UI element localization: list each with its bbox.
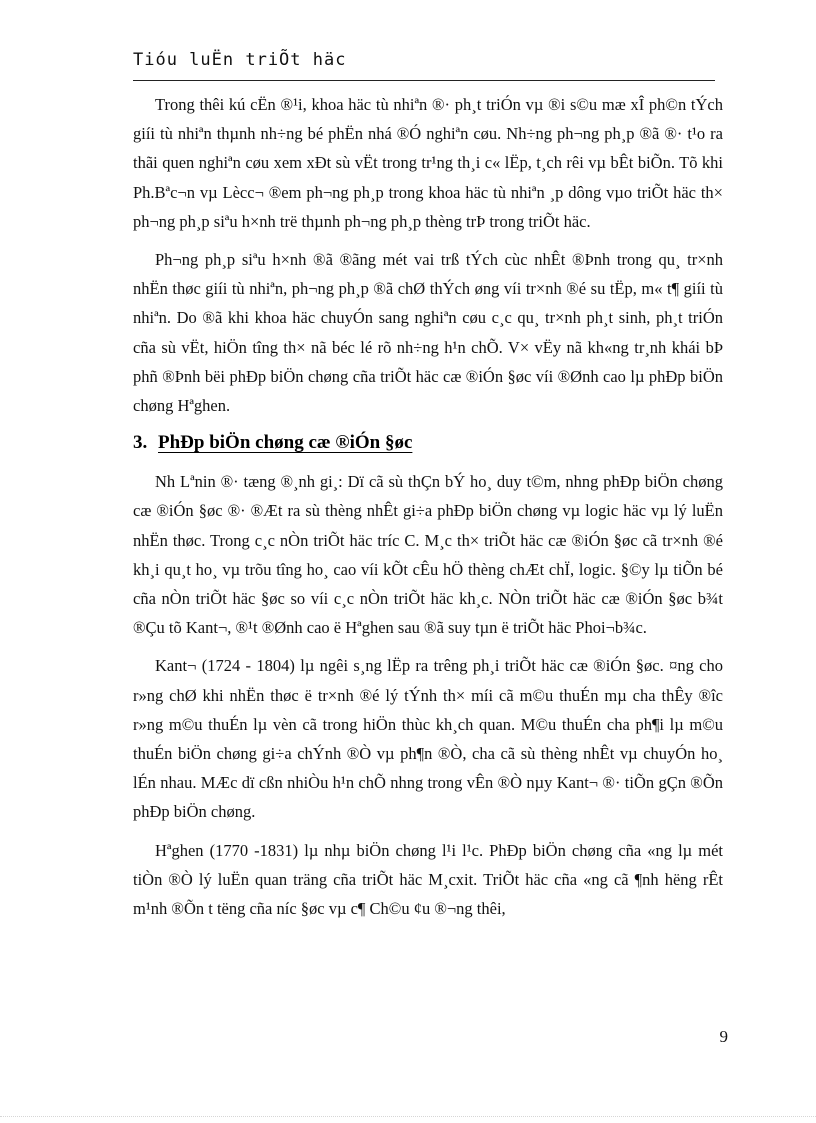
section-number: 3.	[133, 432, 148, 454]
paragraph-hegel: Hªghen (1770 -1831) lµ nhµ biÖn chøng l¹i l¹c. PhÐp biÖn chøng cña «ng lµ mét tiÒn ®Ò lý luËn quan träng cña triÕt häc M¸cxit. TriÕt häc cña «ng cã ¶nh hëng rÊt m¹nh ®Õn t tëng cña níc §øc vµ c¶ Ch©u ¢u ®¬ng thêi,	[133, 840, 723, 919]
page-number: 9	[719, 1027, 728, 1046]
section-heading	[133, 429, 723, 457]
paragraph-lenin-assessment: Nh Lªnin ®· tæng ®¸nh gi¸: Dï cã sù thÇn bÝ ho¸ duy t©m, nhng phÐp biÖn chøng cæ ®iÓn §øc ®· ®Æt ra sù thèng nhÊt gi÷a phÐp biÖn chøng vµ logic häc vµ lý luËn nhËn thøc. Trong c¸c nÒn triÕt häc tríc C. M¸c th× triÕt häc cæ ®iÓn §øc cã tr×nh ®é kh¸i qu¸t ho¸ vµ trõu tîng ho¸ cao víi kÕt cÊu hÖ thèng chÆt chÏ, logic. §©y lµ tiÕn bé cña nÒn triÕt häc §øc so víi c¸c nÒn triÕt häc kh¸c. NÒn triÕt häc cæ ®iÓn §øc b¾t ®Çu tõ Kant¬, ®¹t ®Ønh cao ë Hªghen sau ®ã suy tµn ë triÕt häc Phoi¬b¾c.	[133, 472, 723, 638]
header-divider	[133, 80, 715, 81]
section-title: PhÐp biÖn chøng cæ ®iÓn §øc	[158, 432, 413, 454]
paragraph-metaphysics-limits: Ph¬ng ph¸p siªu h×nh ®ã ®ãng mét vai trß tÝch cùc nhÊt ®Þnh trong qu¸ tr×nh nhËn thøc giíi tù nhiªn, ph¬ng ph¸p ®ã chØ thÝch øng víi tr×nh ®é su tËp, m« t¶ giíi tù nhiªn. Do ®ã khi khoa häc chuyÓn sang nghiªn cøu c¸c qu¸ tr×nh ph¸t sinh, ph¸t triÓn cña sù vËt, hiÖn tîng th× nã béc lé rõ nh÷ng h¹n chÕ. V× vËy nã kh«ng tr¸nh khái bÞ phñ ®Þnh bëi phÐp biÖn chøng cña triÕt häc cæ ®iÓn §øc víi ®Ønh cao lµ phÐp biÖn chøng Hªghen.	[133, 250, 723, 416]
body-text	[133, 90, 723, 932]
paragraph-kant: Kant¬ (1724 - 1804) lµ ngêi s¸ng lËp ra trêng ph¸i triÕt häc cæ ®iÓn §øc. ¤ng cho r»ng chØ khi nhËn thøc ë tr×nh ®é lý tÝnh th× míi cã m©u thuÉn mµ cha thÊy ®îc r»ng m©u thuÉn lµ vèn cã trong hiÖn thùc kh¸ch quan. M©u thuÉn cha ph¶i lµ m©u thuÉn biÖn chøng gi÷a chÝnh ®Ò vµ ph¶n ®Ò, cha cã sù thèng nhÊt vµ chuyÓn ho¸ lÉn nhau. MÆc dï cßn nhiÒu h¹n chÕ nhng trong vÊn ®Ò nµy Kant¬ ®· tiÕn gÇn ®Õn phÐp biÖn chøng.	[133, 656, 723, 822]
running-header: Tióu luËn triÕt häc	[133, 50, 347, 70]
page-bottom-edge	[0, 1116, 816, 1117]
paragraph-metaphysics-origin: Trong thêi kú cËn ®¹i, khoa häc tù nhiªn ®· ph¸t triÓn vµ ®i s©u mæ xÎ ph©n tÝch giíi tù nhiªn thµnh nh÷ng bé phËn nhá ®Ó nghiªn cøu. Nh÷ng ph¬ng ph¸p ®ã ®· t¹o ra thãi quen nghiªn cøu xem xÐt sù vËt trong tr¹ng th¸i c« lËp, t¸ch rêi vµ bÊt biÕn. Tõ khi Ph.Bªc¬n vµ Lècc¬ ®em ph¬ng ph¸p trong khoa häc tù nhiªn ¸p dông vµo triÕt häc th× ph¬ng ph¸p siªu h×nh trë thµnh ph¬ng ph¸p thèng trÞ trong triÕt häc.	[133, 95, 723, 231]
